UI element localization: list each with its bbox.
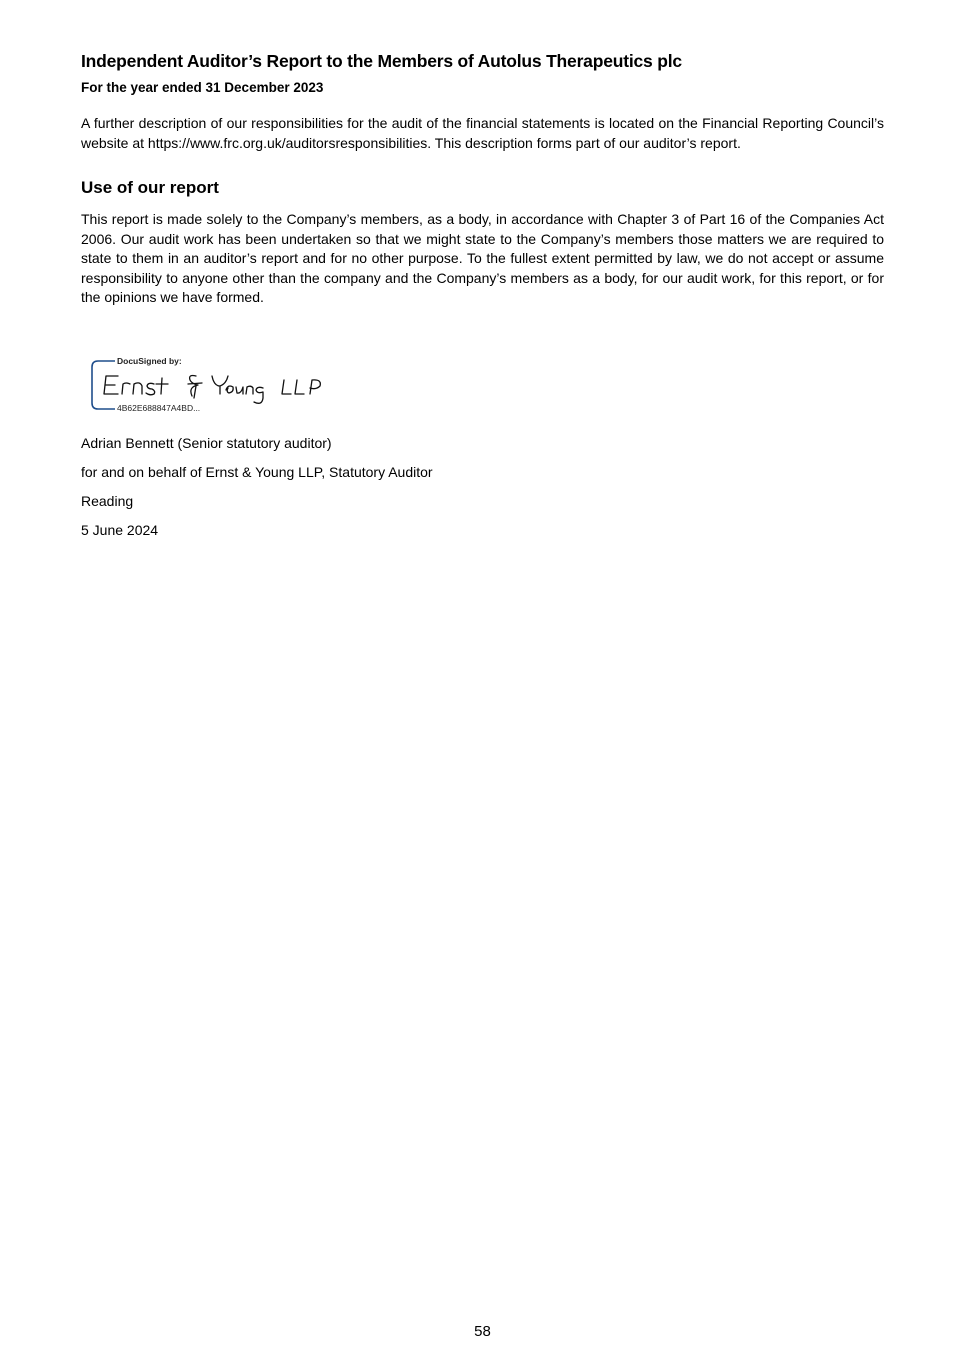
signoff-city: Reading	[81, 493, 134, 509]
auditor-firm-line: for and on behalf of Ernst & Young LLP, Statutory Auditor	[81, 464, 433, 480]
docusign-signature	[88, 354, 338, 416]
signoff-date: 5 June 2024	[81, 522, 159, 538]
handwritten-signature-icon	[104, 376, 320, 404]
use-of-report-paragraph: This report is made solely to the Company’s members, as a body, in accordance with Chapter 3 of Part 16 of the Companies Act 2006. Our audit work has been undertaken so that we might state to the Company’s members those matters we are required to state to them in an auditor’s report and for no other purpose. To the fullest extent permitted by law, we do not accept or assume responsibility to anyone other than the company and the Company’s members as a body, for our audit work, for this report, or for the opinions we have formed.	[81, 211, 884, 305]
page-number: 58	[474, 1323, 491, 1340]
responsibilities-paragraph: A further description of our responsibilities for the audit of the financial statements is located on the Financial Reporting Council’s website at https://www.frc.org.uk/auditorsresponsibilities. This description forms part of our auditor’s report.	[81, 115, 884, 151]
report-subtitle: For the year ended 31 December 2023	[81, 80, 324, 95]
use-of-report-heading: Use of our report	[81, 178, 219, 197]
docusign-envelope-id: 4B62E688847A4BD...	[117, 403, 201, 413]
docusign-label: DocuSigned by:	[117, 356, 182, 366]
report-title: Independent Auditor’s Report to the Members of Autolus Therapeutics plc	[81, 51, 682, 71]
auditor-name: Adrian Bennett (Senior statutory auditor)	[81, 435, 332, 451]
